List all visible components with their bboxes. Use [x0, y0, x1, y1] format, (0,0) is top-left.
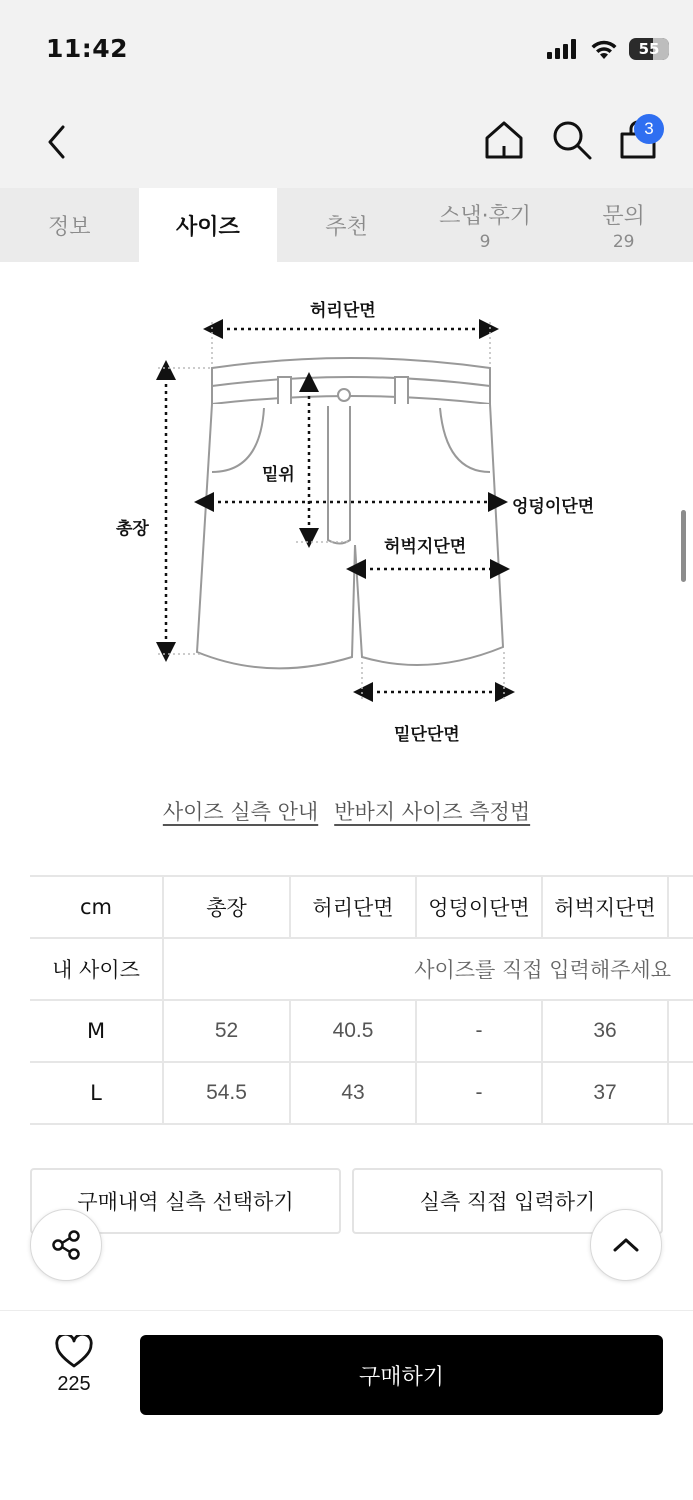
like-count: 225 — [57, 1373, 91, 1395]
like-button[interactable] — [40, 1335, 108, 1415]
size-table — [30, 875, 693, 1125]
home-icon — [480, 116, 528, 164]
cell-hip: - — [416, 1000, 542, 1062]
my-size-label: 내 사이즈 — [30, 938, 163, 1000]
cell-total-length: 52 — [163, 1000, 290, 1062]
label-total-length: 총장 — [116, 519, 149, 539]
scrollbar[interactable] — [681, 510, 686, 582]
top-nav-bar — [0, 96, 693, 188]
table-row — [30, 1000, 693, 1062]
header-waist: 허리단면 — [290, 876, 416, 938]
table-header-row — [30, 876, 693, 938]
search-icon — [548, 116, 596, 164]
cell-thigh: 36 — [542, 1000, 668, 1062]
tab-label: 문의 — [602, 203, 645, 229]
tab-label: 정보 — [48, 214, 91, 240]
tab-label: 사이즈 — [176, 214, 240, 240]
shorts-measure-link[interactable]: 반바지 사이즈 측정법 — [334, 800, 531, 824]
battery-icon — [629, 38, 669, 60]
tab-size[interactable] — [139, 188, 278, 262]
label-rise: 밑위 — [262, 465, 295, 485]
my-size-row[interactable] — [30, 938, 693, 1000]
share-icon — [48, 1227, 84, 1263]
select-from-purchase-history-button[interactable]: 구매내역 실측 선택하기 — [30, 1168, 341, 1234]
shorts-illustration — [100, 282, 620, 752]
tab-snap-review[interactable] — [416, 188, 555, 262]
chevron-left-icon — [45, 124, 67, 160]
table-row — [30, 1062, 693, 1124]
size-guide-links — [0, 796, 693, 826]
size-guide-link[interactable]: 사이즈 실측 안내 — [162, 800, 319, 824]
tab-count: 9 — [479, 231, 491, 252]
label-hip: 엉덩이단면 — [512, 497, 595, 517]
share-button[interactable] — [30, 1209, 102, 1281]
label-thigh: 허벅지단면 — [384, 537, 467, 557]
tab-count: 29 — [612, 231, 635, 252]
cart-count-badge: 3 — [634, 114, 664, 144]
tab-recommend[interactable] — [277, 188, 416, 262]
status-bar — [0, 0, 693, 96]
signal-icon — [547, 39, 579, 59]
tab-label: 스냅·후기 — [439, 203, 532, 229]
cell-overflow — [668, 1062, 693, 1124]
status-time: 11:42 — [46, 34, 129, 63]
tab-label: 추천 — [325, 214, 368, 240]
header-total-length: 총장 — [163, 876, 290, 938]
cell-total-length: 54.5 — [163, 1062, 290, 1124]
heart-icon — [55, 1335, 93, 1369]
buy-button[interactable]: 구매하기 — [140, 1335, 663, 1415]
cell-hip: - — [416, 1062, 542, 1124]
my-size-hint[interactable]: 사이즈를 직접 입력해주세요 — [163, 938, 693, 1000]
size-label: M — [30, 1000, 163, 1062]
header-unit: cm — [30, 876, 163, 938]
cell-waist: 40.5 — [290, 1000, 416, 1062]
header-thigh: 허벅지단면 — [542, 876, 668, 938]
shorts-size-diagram — [100, 282, 620, 752]
direct-input-button[interactable]: 실측 직접 입력하기 — [352, 1168, 663, 1234]
size-label: L — [30, 1062, 163, 1124]
chevron-up-icon — [611, 1235, 641, 1255]
cell-thigh: 37 — [542, 1062, 668, 1124]
label-hem: 밑단단면 — [394, 725, 460, 745]
bottom-purchase-bar — [0, 1310, 693, 1500]
tab-info[interactable] — [0, 188, 139, 262]
label-waist: 허리단면 — [310, 301, 376, 321]
back-button[interactable] — [36, 118, 76, 166]
home-button[interactable] — [480, 116, 528, 164]
tab-inquiry[interactable] — [554, 188, 693, 262]
status-icons — [547, 38, 669, 60]
battery-level: 55 — [638, 40, 660, 58]
header-hip: 엉덩이단면 — [416, 876, 542, 938]
search-button[interactable] — [548, 116, 596, 164]
wifi-icon — [589, 38, 619, 60]
cell-overflow — [668, 1000, 693, 1062]
cell-waist: 43 — [290, 1062, 416, 1124]
product-tabs — [0, 188, 693, 262]
scroll-to-top-button[interactable] — [590, 1209, 662, 1281]
header-overflow — [668, 876, 693, 938]
